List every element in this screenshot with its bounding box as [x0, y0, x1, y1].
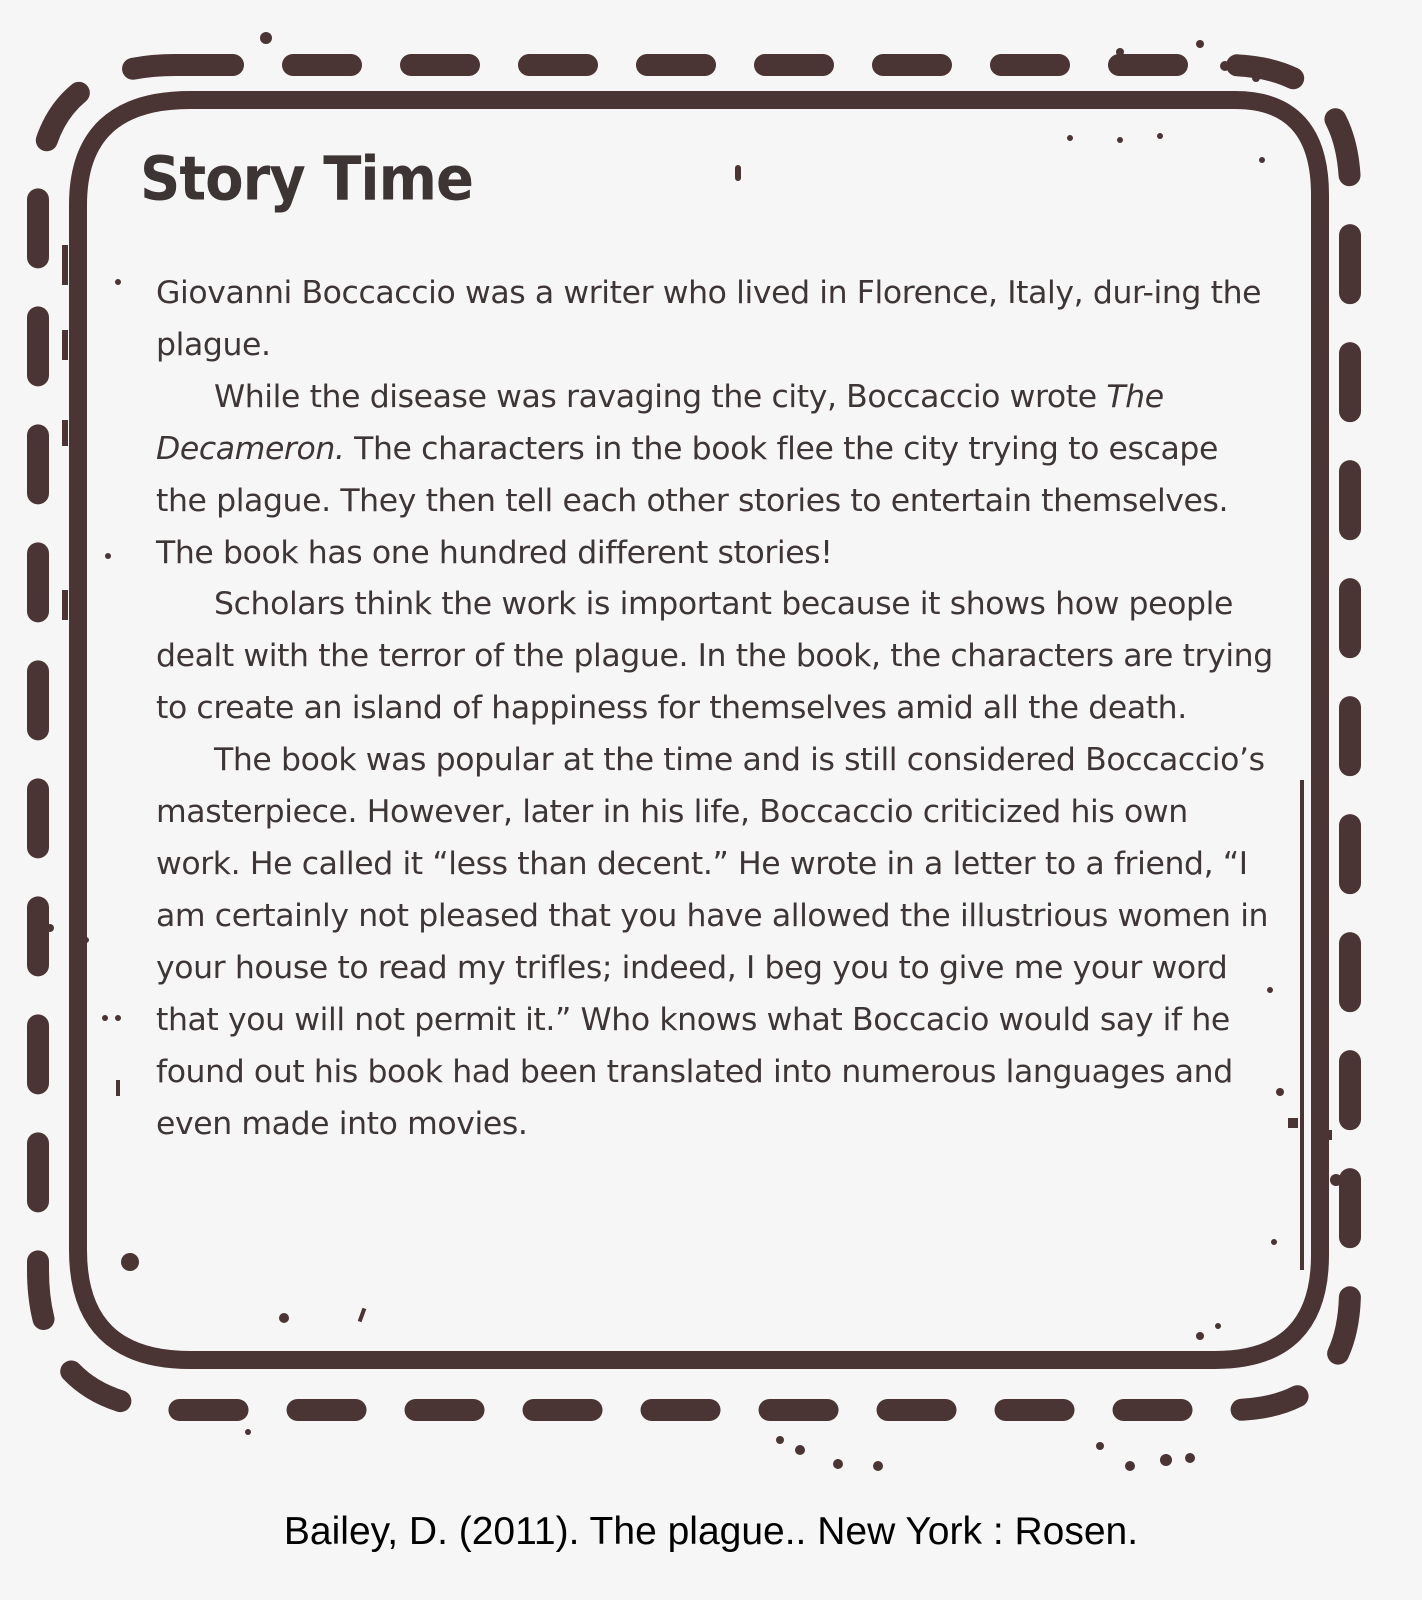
- source-citation: Bailey, D. (2011). The plague.. New York : Rosen.: [283, 1510, 1139, 1553]
- paragraph-1: Giovanni Boccaccio was a writer who lived in Florence, Italy, dur-ing the plague.: [156, 275, 1262, 363]
- paragraph-2-rest: The characters in the book flee the city trying to escape the plague. They then tell each other stories to entertain themselves. The book has one hundred different stories!: [156, 430, 1229, 571]
- paragraph-3: Scholars think the work is important because it shows how people dealt with the terror of the plague. In the book, the characters are trying to create an island of happiness for themselves amid all the death.: [156, 586, 1273, 727]
- story-title: Story Time: [140, 144, 473, 215]
- book-title: The Decameron.: [156, 378, 1164, 467]
- paragraph-2: [156, 372, 1276, 580]
- story-body: [156, 268, 1276, 1150]
- paragraph-2-intro: While the disease was ravaging the city, Boccaccio wrote: [214, 378, 1097, 415]
- story-box: [140, 144, 1270, 215]
- paragraph-4: The book was popular at the time and is still considered Boccaccio’s masterpiece. However, later in his life, Boccaccio criticized his own work. He called it “less than decent.” He wrote in a letter to a friend, “I am certainly not pleased that you have allowed the illustrious women in your house to read my trifles; indeed, I beg you to give me your word that you will not permit it.” Who knows what Boccacio would say if he found out his book had been translated into numerous languages and even made into movies.: [156, 742, 1269, 1142]
